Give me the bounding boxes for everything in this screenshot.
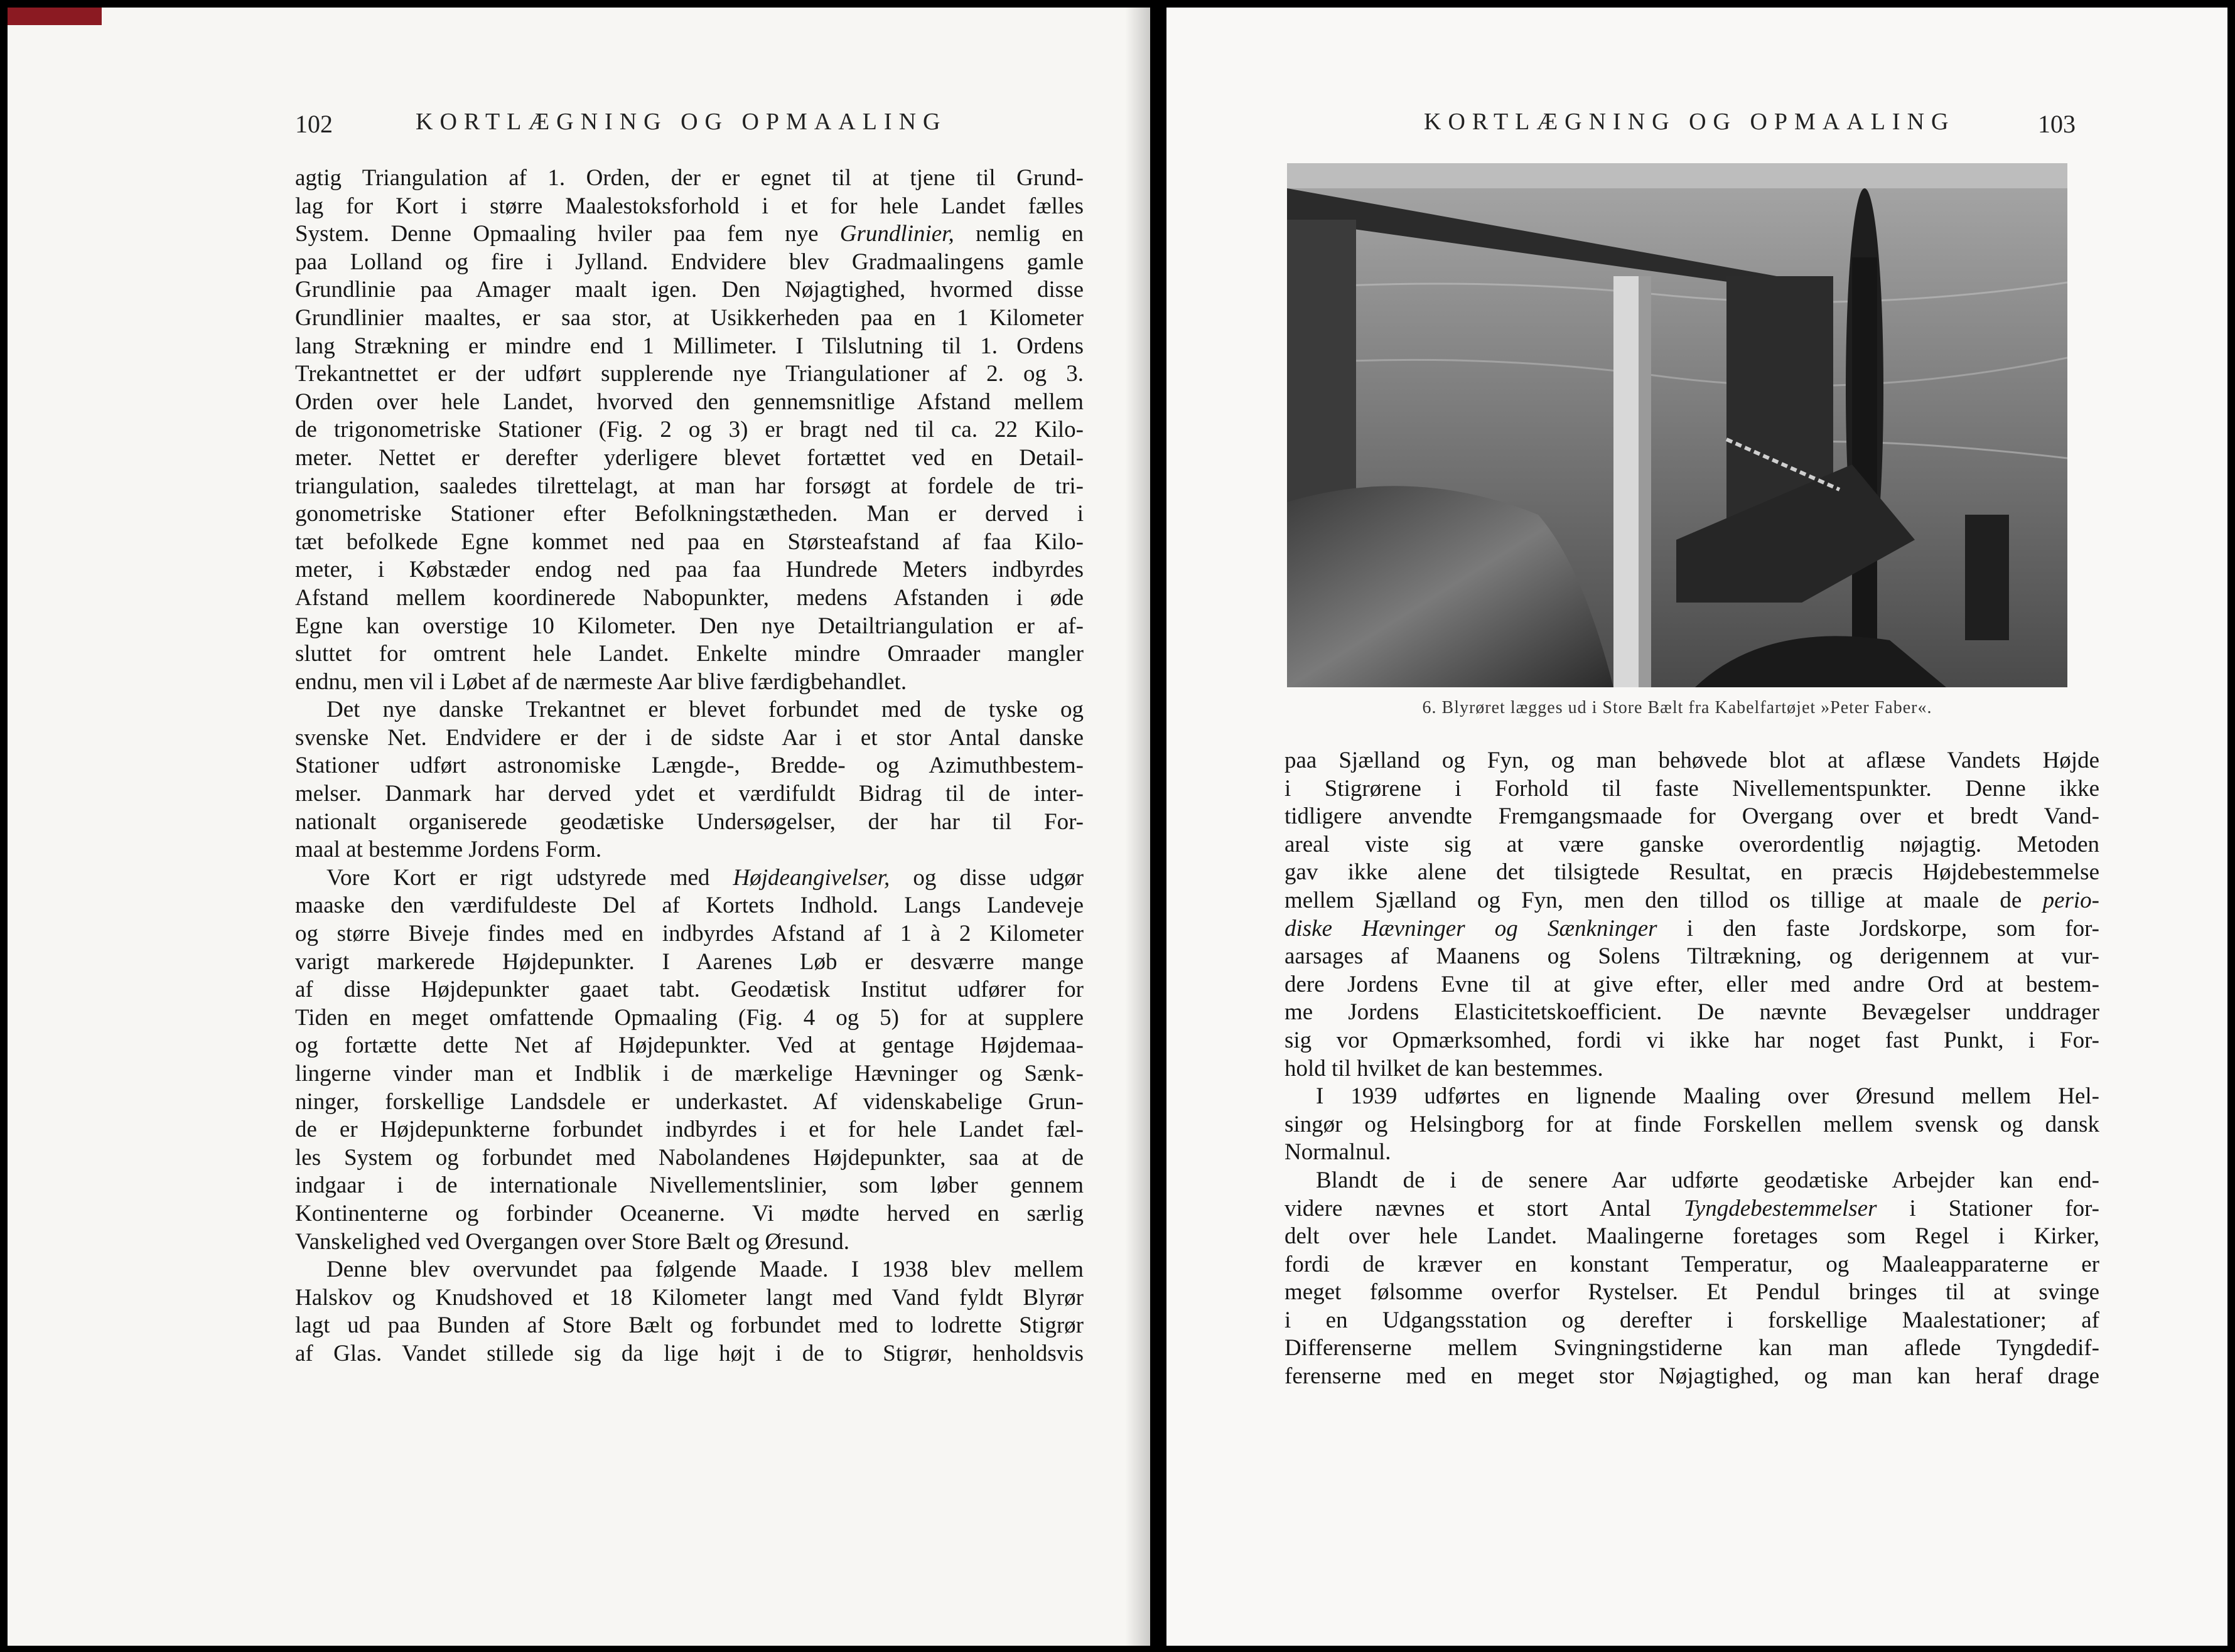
- text-line: Grundlinier maaltes, er saa stor, at Usikkerheden paa en 1 Kilometer: [295, 304, 1084, 331]
- text-line: lingerne vinder man et Indblik i de mærkelige Hævninger og Sænk-: [295, 1061, 1084, 1086]
- text-line: Vanskelighed ved Overgangen over Store Bælt og Øresund.: [295, 1228, 850, 1255]
- left-page: [8, 8, 1150, 1646]
- page-number-right: 103: [2038, 110, 2076, 138]
- text-line: Afstand mellem koordinerede Nabopunkter, medens Afstanden i øde: [295, 584, 1084, 611]
- text-line: [295, 220, 1084, 249]
- text-line: Kontinenterne og forbinder Oceanerne. Vi mødte herved en særlig: [295, 1200, 1084, 1226]
- text-line: gav ikke alene det tilsigtede Resultat, en præcis Højdebestemmelse: [1284, 859, 2099, 886]
- text-line: [295, 864, 1084, 893]
- text-line: Blandt de i de senere Aar udførte geodætiske Arbejder kan end-: [1316, 1167, 2099, 1193]
- text-line: svenske Net. Endvidere er der i de sidste Aar i et stor Antal danske: [295, 724, 1084, 751]
- text-line: de trigonometriske Stationer (Fig. 2 og 3) er bragt ned til ca. 22 Kilo-: [295, 417, 1084, 443]
- text-line: ninger, forskellige Landsdele er underkastet. Af videnskabelige Grun-: [295, 1088, 1084, 1115]
- figure-photo: [1287, 163, 2067, 687]
- text-line: de er Højdepunkterne forbundet indbyrdes i et for hele Landet fæl-: [295, 1117, 1084, 1143]
- text-line: Tiden en meget omfattende Opmaaling (Fig. 4 og 5) for at supplere: [295, 1004, 1084, 1031]
- text-line: I 1939 udførtes en lignende Maaling over Øresund mellem Hel-: [1316, 1083, 2099, 1110]
- text-run: Vore Kort er rigt udstyrede med: [326, 864, 733, 891]
- text-line: meter, i Købstæder endog ned paa faa Hundrede Meters indbyrdes: [295, 557, 1084, 583]
- text-line: [1284, 1195, 2099, 1223]
- text-line: lagt ud paa Bunden af Store Bælt og forbundet med to lodrette Stigrør: [295, 1312, 1084, 1339]
- text-line: i en Udgangsstation og derefter i forskellige Maalestationer; af: [1284, 1307, 2099, 1333]
- italic-term: perio-: [2042, 887, 2099, 913]
- text-line: areal viste sig at være ganske overordentlig nøjagtig. Metoden: [1284, 831, 2099, 857]
- book-edge-mark: [8, 8, 102, 25]
- text-line: dere Jordens Evne til at give efter, eller med andre Ord at bestem-: [1284, 971, 2099, 997]
- text-line: Egne kan overstige 10 Kilometer. Den nye Detailtriangulation er af-: [295, 613, 1084, 639]
- text-line: gonometriske Stationer efter Befolkningstætheden. Man er derved i: [295, 501, 1084, 527]
- text-line: [1284, 915, 2099, 943]
- text-line: sluttet for omtrent hele Landet. Enkelte mindre Omraader mangler: [295, 641, 1084, 667]
- text-line: fordi de kræver en konstant Temperatur, og Maaleapparaterne er: [1284, 1251, 2099, 1277]
- text-line: les System og forbundet med Nabolandenes Højdepunkter, saa at de: [295, 1144, 1084, 1171]
- text-run: i den faste Jordskorpe, som for-: [1657, 915, 2099, 941]
- page-number-left: 102: [295, 110, 333, 138]
- text-line: paa Sjælland og Fyn, og man behøvede blot at aflæse Vandets Højde: [1284, 748, 2099, 773]
- text-line: Differenserne mellem Svingningstiderne kan man aflede Tyngdedif-: [1284, 1335, 2099, 1361]
- text-line: sig vor Opmærksomhed, fordi vi ikke har noget fast Punkt, i For-: [1284, 1027, 2099, 1053]
- running-header-left: KORTLÆGNING OG OPMAALING: [416, 109, 947, 135]
- text-line: i Stigrørene i Forhold til faste Nivellementspunkter. Denne ikke: [1284, 775, 2099, 802]
- text-line: me Jordens Elasticitetskoefficient. De nævnte Bevægelser unddrager: [1284, 999, 2099, 1026]
- running-header-right: KORTLÆGNING OG OPMAALING: [1424, 109, 1956, 135]
- right-page: [1166, 8, 2227, 1646]
- text-line: aarsages af Maanens og Solens Tiltrækning, og derigennem at vur-: [1284, 943, 2099, 970]
- text-run: og disse udgør: [890, 864, 1084, 891]
- text-line: meter. Nettet er derefter yderligere blevet fortættet ved en Detail-: [295, 444, 1084, 471]
- text-run: videre nævnes et stort Antal: [1284, 1195, 1684, 1221]
- text-line: delt over hele Landet. Maalingerne foretages som Regel i Kirker,: [1284, 1223, 2099, 1250]
- text-line: Trekantnettet er der udført supplerende nye Triangulationer af 2. og 3.: [295, 361, 1084, 387]
- text-line: nationalt organiserede geodætiske Undersøgelser, der har til For-: [295, 808, 1084, 835]
- text-line: tæt befolkede Egne kommet ned paa en Størsteafstand af faa Kilo-: [295, 528, 1084, 555]
- ship-deck-photo: [1287, 163, 2067, 687]
- figure-caption: 6. Blyrøret lægges ud i Store Bælt fra Kabelfartøjet »Peter Faber«.: [1422, 698, 1932, 717]
- text-line: Orden over hele Landet, hvorved den gennemsnitlige Afstand mellem: [295, 389, 1084, 415]
- text-line: maaske den værdifuldeste Del af Kortets Indhold. Langs Landeveje: [295, 893, 1084, 919]
- text-line: lag for Kort i større Maalestoksforhold i et for hele Landet fælles: [295, 193, 1084, 219]
- left-text-column: [295, 164, 1084, 1368]
- text-line: agtig Triangulation af 1. Orden, der er egnet til at tjene til Grund-: [295, 165, 1084, 191]
- text-line: og større Biveje findes med en indbyrdes Afstand af 1 à 2 Kilometer: [295, 921, 1084, 947]
- text-line: hold til hvilket de kan bestemmes.: [1284, 1055, 1603, 1081]
- text-line: Grundlinie paa Amager maalt igen. Den Nøjagtighed, hvormed disse: [295, 277, 1084, 303]
- text-run: System. Denne Opmaaling hviler paa fem nye: [295, 221, 840, 247]
- right-text-column: [1284, 747, 2099, 1391]
- text-line: Stationer udført astronomiske Længde-, Bredde- og Azimuthbestem-: [295, 753, 1084, 779]
- italic-term: Tyngdebestemmelser: [1683, 1195, 1877, 1221]
- text-line: Halskov og Knudshoved et 18 Kilometer langt med Vand fyldt Blyrør: [295, 1284, 1084, 1311]
- text-line: triangulation, saaledes tilrettelagt, at man har forsøgt at fordele de tri-: [295, 473, 1084, 499]
- text-run: mellem Sjælland og Fyn, men den tillod os tillige at maale de: [1284, 887, 2043, 913]
- text-line: paa Lolland og fire i Jylland. Endvidere blev Gradmaalingens gamle: [295, 249, 1084, 275]
- text-line: varigt markerede Højdepunkter. I Aarenes Løb er desværre mange: [295, 948, 1084, 975]
- text-line: Normalnul.: [1284, 1139, 1391, 1166]
- text-run: nemlig en: [954, 221, 1084, 247]
- text-line: indgaar i de internationale Nivellementslinier, som løber gennem: [295, 1172, 1084, 1199]
- text-line: singør og Helsingborg for at finde Forskellen mellem svensk og dansk: [1284, 1111, 2099, 1137]
- text-line: maal at bestemme Jordens Form.: [295, 837, 602, 863]
- spine-shadow: [1125, 8, 1150, 1646]
- text-line: melser. Danmark har derved ydet et værdifuldt Bidrag til de inter-: [295, 781, 1084, 807]
- text-line: tidligere anvendte Fremgangsmaade for Overgang over et bredt Vand-: [1284, 803, 2099, 830]
- text-line: lang Strækning er mindre end 1 Millimeter. I Tilslutning til 1. Ordens: [295, 333, 1084, 359]
- text-line: meget følsomme overfor Rystelser. Et Pendul bringes til at svinge: [1284, 1279, 2099, 1306]
- italic-term: Grundlinier,: [839, 221, 954, 247]
- text-line: [1284, 887, 2099, 915]
- italic-term: Højdeangivelser,: [733, 864, 890, 891]
- text-line: ferenserne med en meget stor Nøjagtighed, og man kan heraf drage: [1284, 1363, 2099, 1390]
- text-line: og fortætte dette Net af Højdepunkter. Ved at gentage Højdemaa-: [295, 1032, 1084, 1059]
- text-line: af disse Højdepunkter gaaet tabt. Geodætisk Institut udfører for: [295, 977, 1084, 1003]
- text-run: i Stationer for-: [1877, 1195, 2099, 1221]
- text-line: Denne blev overvundet paa følgende Maade. I 1938 blev mellem: [326, 1257, 1084, 1283]
- text-line: af Glas. Vandet stillede sig da lige højt i de to Stigrør, henholdsvis: [295, 1340, 1084, 1366]
- text-line: endnu, men vil i Løbet af de nærmeste Aar blive færdigbehandlet.: [295, 668, 907, 695]
- italic-term: diske Hævninger og Sænkninger: [1284, 915, 1657, 941]
- text-line: Det nye danske Trekantnet er blevet forbundet med de tyske og: [326, 697, 1084, 723]
